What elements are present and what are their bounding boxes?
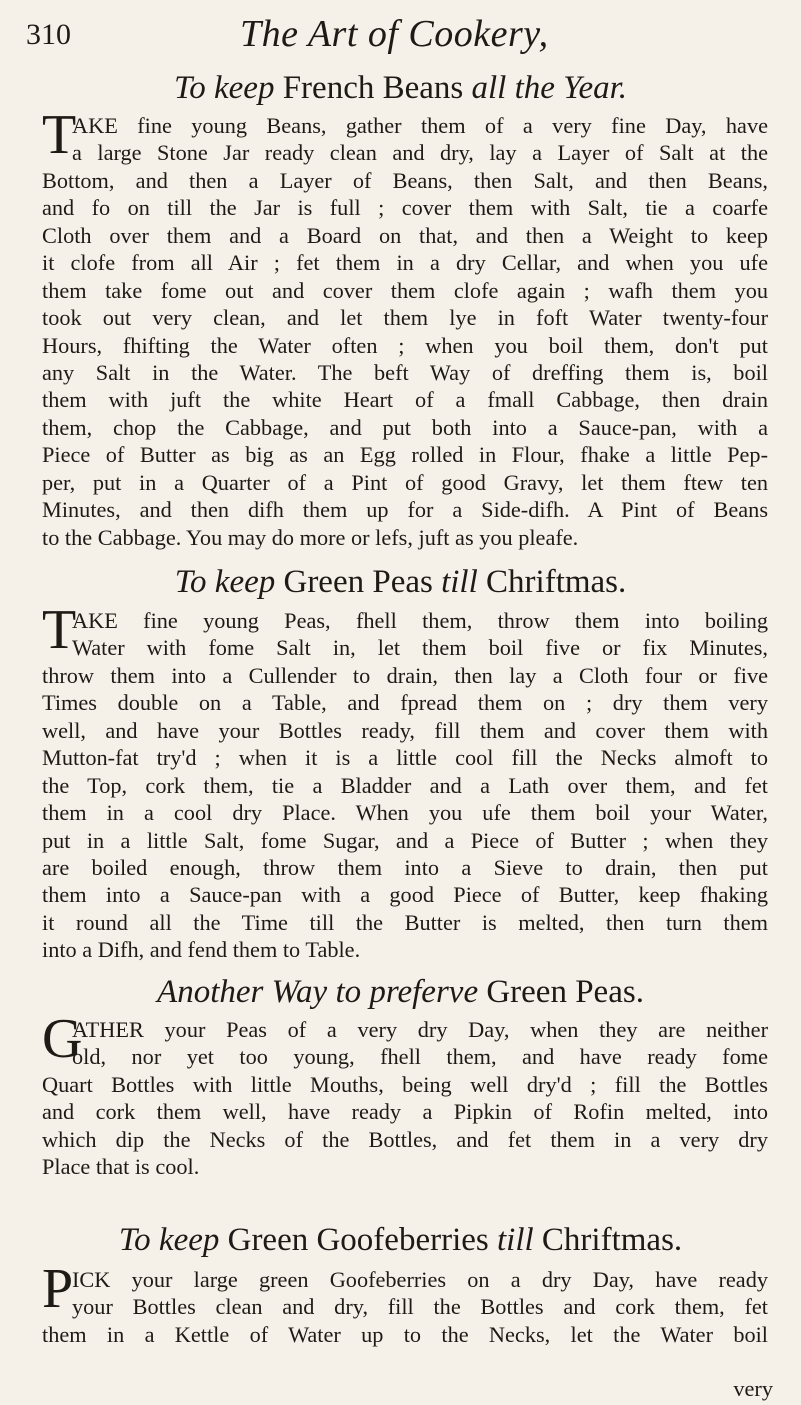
text-line: them in a Kettle of Water up to the Necks, let the Water boil	[42, 1321, 768, 1347]
recipe-heading-another-way	[0, 976, 801, 1009]
catchword: very	[733, 1376, 773, 1401]
text-line: to the Cabbage. You may do more or lefs, juft as you pleafe.	[42, 524, 579, 550]
text-line: Water with fome Salt in, let them boil five or fix Minutes,	[72, 635, 768, 661]
heading-italic: Another Way to preferve	[157, 974, 479, 1010]
recipe-body-green-peas	[42, 599, 768, 964]
page-number: 310	[26, 18, 71, 51]
text-line: Quart Bottles with little Mouths, being well dry'd ; fill the Bottles	[42, 1071, 768, 1097]
drop-cap: P	[42, 1258, 74, 1320]
running-head	[0, 12, 801, 72]
text-line: a large Stone Jar ready clean and dry, lay a Layer of Salt at the	[72, 140, 768, 166]
text-line: Piece of Butter as big as an Egg rolled in Flour, fhake a little Pep-	[42, 442, 768, 468]
text-line: and fo on till the Jar is full ; cover them with Salt, tie a coarfe	[42, 195, 768, 221]
text-line: Minutes, and then difh them up for a Side-difh. A Pint of Beans	[42, 497, 768, 523]
text-line: it clofe from all Air ; fet them in a dry Cellar, and when you ufe	[42, 250, 768, 276]
recipe-body-gooseberries	[42, 1258, 768, 1348]
text-line: which dip the Necks of the Bottles, and fet them in a very dry	[42, 1126, 768, 1152]
text-line: are boiled enough, throw them into a Sieve to drain, then put	[42, 854, 768, 880]
text-line: into a Difh, and fend them to Table.	[42, 937, 361, 963]
text-line: them take fome out and cover them clofe again ; wafh them you	[42, 277, 768, 303]
drop-cap: G	[42, 1008, 83, 1070]
heading-italic: To keep	[174, 564, 276, 600]
text-line: put in a little Salt, fome Sugar, and a Piece of Butter ; when they	[42, 827, 768, 853]
heading-italic: To keep	[173, 70, 275, 106]
heading-roman: Green Peas.	[486, 974, 644, 1010]
heading-italic-tail: till	[441, 564, 478, 600]
text-line: AKE fine young Beans, gather them of a very fine Day, have	[72, 113, 768, 138]
text-line: them in a cool dry Place. When you ufe them boil your Water,	[42, 800, 768, 826]
recipe-heading-green-peas	[0, 566, 801, 599]
text-line: Place that is cool.	[42, 1154, 200, 1180]
text-line: throw them into a Cullender to drain, then lay a Cloth four or five	[42, 662, 768, 688]
heading-italic-tail: till	[496, 1222, 534, 1258]
drop-cap: T	[42, 104, 77, 166]
recipe-heading-french-beans	[0, 72, 801, 105]
text-line: and cork them well, have ready a Pipkin of Rofin melted, into	[42, 1099, 768, 1125]
heading-roman: Green Goofeberries	[227, 1222, 489, 1258]
text-line: Hours, fhifting the Water often ; when you boil them, don't put	[42, 332, 768, 358]
text-line: Cloth over them and a Board on that, and then a Weight to keep	[42, 222, 768, 248]
text-line: AKE fine young Peas, fhell them, throw them into boiling	[72, 608, 768, 633]
text-line: per, put in a Quarter of a Pint of good Gravy, let them ftew ten	[42, 469, 768, 495]
running-title: The Art of Cookery,	[240, 13, 549, 55]
text-line: the Top, cork them, tie a Bladder and a Lath over them, and fet	[42, 772, 768, 798]
text-line: ATHER your Peas of a very dry Day, when they are neither	[72, 1017, 768, 1042]
drop-cap: T	[42, 599, 77, 661]
recipe-body-french-beans	[42, 104, 768, 551]
heading-italic: To keep	[118, 1222, 220, 1258]
text-line: Bottom, and then a Layer of Beans, then Salt, and then Beans,	[42, 167, 768, 193]
recipe-body-another-way	[42, 1008, 768, 1181]
text-line: it round all the Time till the Butter is melted, then turn them	[42, 909, 768, 935]
heading-roman: Green Peas	[283, 564, 433, 600]
heading-roman: French Beans	[282, 70, 464, 106]
text-line: them into a Sauce-pan with a good Piece of Butter, keep fhaking	[42, 882, 768, 908]
text-line: Mutton-fat try'd ; when it is a little cool fill the Necks almoft to	[42, 745, 768, 771]
text-line: old, nor yet too young, fhell them, and have ready fome	[72, 1044, 768, 1070]
text-line: any Salt in the Water. The beft Way of dreffing them is, boil	[42, 359, 768, 385]
text-line: Times double on a Table, and fpread them on ; dry them very	[42, 690, 768, 716]
text-line: well, and have your Bottles ready, fill them and cover them with	[42, 717, 768, 743]
text-line: them with juft the white Heart of a fmall Cabbage, then drain	[42, 387, 768, 413]
text-line: took out very clean, and let them lye in foft Water twenty-four	[42, 305, 768, 331]
text-line: your Bottles clean and dry, fill the Bottles and cork them, fet	[72, 1294, 768, 1320]
heading-roman-tail: Chriftmas.	[486, 564, 627, 600]
heading-italic-tail: all the Year.	[471, 70, 628, 106]
text-line: them, chop the Cabbage, and put both into a Sauce-pan, with a	[42, 414, 768, 440]
heading-roman-tail: Chriftmas.	[541, 1222, 683, 1258]
text-line: ICK your large green Goofeberries on a dry Day, have ready	[72, 1267, 768, 1292]
recipe-heading-gooseberries	[0, 1224, 801, 1257]
